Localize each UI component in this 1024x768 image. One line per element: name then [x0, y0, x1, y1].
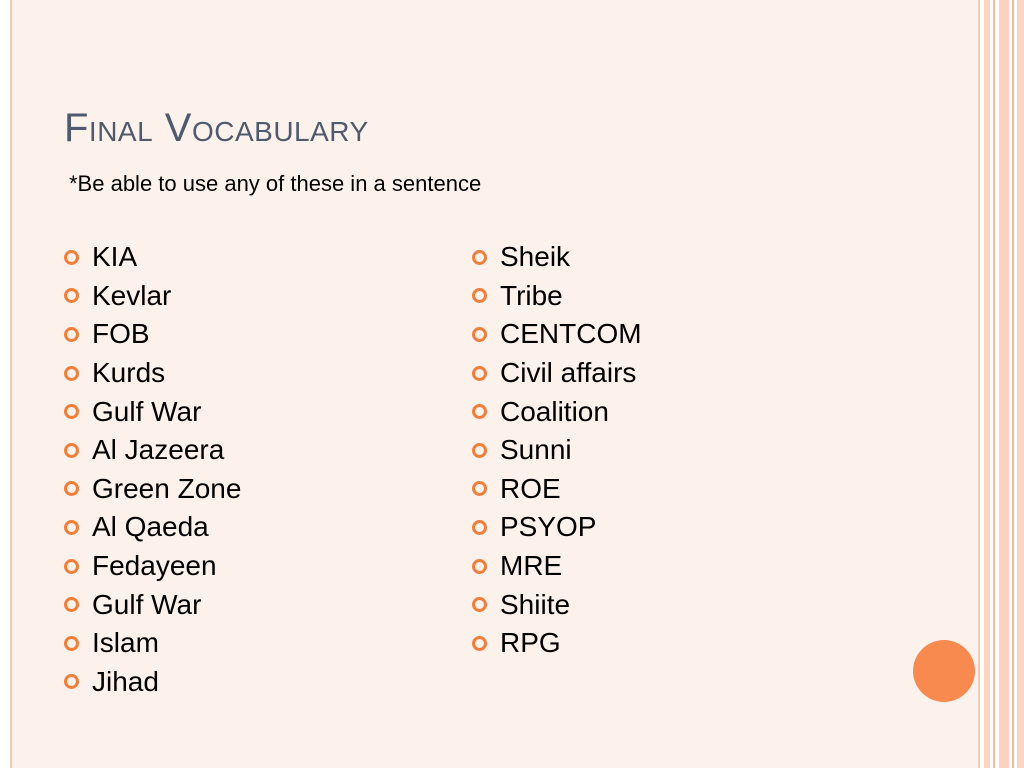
list-item	[64, 624, 241, 663]
list-item	[472, 392, 642, 431]
ring-bullet-icon	[64, 597, 79, 612]
ring-bullet-icon	[64, 481, 79, 496]
ring-bullet-icon	[472, 520, 487, 535]
decor-stripe	[999, 0, 1009, 768]
list-item	[64, 277, 241, 316]
list-item	[64, 392, 241, 431]
ring-bullet-icon	[64, 366, 79, 381]
ring-bullet-icon	[472, 250, 487, 265]
term-text: KIA	[92, 241, 138, 273]
ring-bullet-icon	[64, 288, 79, 303]
ring-bullet-icon	[472, 559, 487, 574]
list-item	[472, 508, 642, 547]
term-text: RPG	[500, 627, 561, 659]
list-item	[472, 238, 642, 277]
ring-bullet-icon	[64, 327, 79, 342]
list-item	[64, 238, 241, 277]
ring-bullet-icon	[64, 674, 79, 689]
term-text: Fedayeen	[92, 550, 217, 582]
left-term-list	[64, 238, 241, 701]
term-text: Kurds	[92, 357, 166, 389]
ring-bullet-icon	[472, 443, 487, 458]
term-text: Civil affairs	[500, 357, 637, 389]
term-text: Jihad	[92, 665, 159, 697]
list-item	[472, 470, 642, 509]
slide-subtitle: *Be able to use any of these in a sentence	[69, 171, 482, 196]
ring-bullet-icon	[472, 636, 487, 651]
decor-stripe	[993, 0, 995, 768]
ring-bullet-icon	[64, 559, 79, 574]
list-item	[64, 470, 241, 509]
ring-bullet-icon	[472, 366, 487, 381]
slide-title: Final Vocabulary	[64, 106, 369, 150]
term-text: Tribe	[500, 279, 563, 311]
term-text: Kevlar	[92, 279, 172, 311]
term-text: Gulf War	[92, 395, 202, 427]
list-item	[472, 277, 642, 316]
ring-bullet-icon	[64, 250, 79, 265]
term-text: Al Qaeda	[92, 511, 209, 543]
ring-bullet-icon	[472, 327, 487, 342]
list-item	[64, 431, 241, 470]
term-text: Gulf War	[92, 588, 202, 620]
term-text: ROE	[500, 472, 561, 504]
ring-bullet-icon	[472, 288, 487, 303]
decor-stripe	[1017, 0, 1024, 768]
ring-bullet-icon	[64, 443, 79, 458]
orange-circle-icon	[913, 640, 975, 702]
list-item	[472, 624, 642, 663]
term-text: Sunni	[500, 434, 572, 466]
term-text: Al Jazeera	[92, 434, 225, 466]
term-text: Sheik	[500, 241, 571, 273]
list-item	[64, 315, 241, 354]
right-term-list	[472, 238, 642, 663]
list-item	[472, 315, 642, 354]
list-item	[64, 585, 241, 624]
list-item	[472, 431, 642, 470]
list-item	[64, 508, 241, 547]
list-item	[472, 547, 642, 586]
ring-bullet-icon	[64, 520, 79, 535]
decor-stripe	[1012, 0, 1014, 768]
term-text: Shiite	[500, 588, 571, 620]
ring-bullet-icon	[64, 636, 79, 651]
term-text: CENTCOM	[500, 318, 642, 350]
list-item	[64, 663, 241, 702]
ring-bullet-icon	[472, 404, 487, 419]
list-item	[472, 585, 642, 624]
list-item	[472, 354, 642, 393]
term-text: FOB	[92, 318, 150, 350]
term-text: MRE	[500, 550, 563, 582]
ring-bullet-icon	[472, 597, 487, 612]
decor-stripe	[984, 0, 990, 768]
term-text: Green Zone	[92, 472, 242, 504]
ring-bullet-icon	[64, 404, 79, 419]
term-text: Coalition	[500, 395, 609, 427]
list-item	[64, 547, 241, 586]
term-text: Islam	[92, 627, 159, 659]
ring-bullet-icon	[472, 481, 487, 496]
list-item	[64, 354, 241, 393]
term-text: PSYOP	[500, 511, 597, 543]
